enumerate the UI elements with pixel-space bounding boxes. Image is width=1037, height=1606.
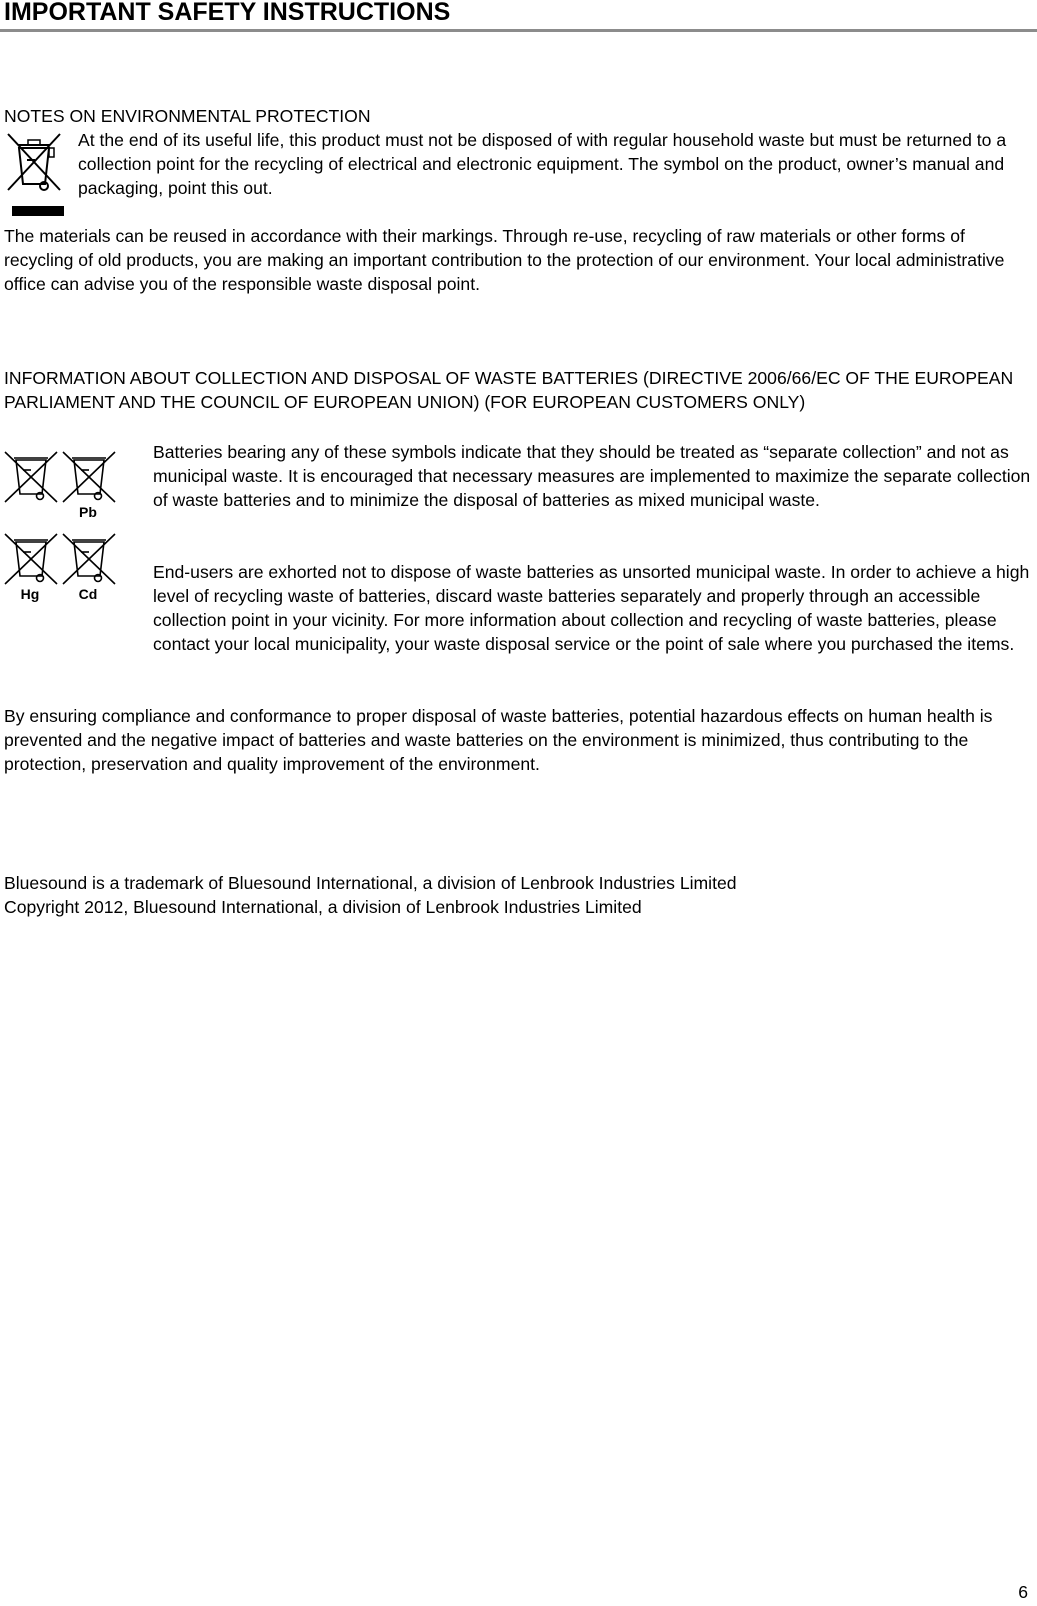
- page-header: [0, 0, 1037, 34]
- compliance-paragraph: By ensuring compliance and conformance to proper disposal of waste batteries, potential hazardous effects on human health is prevented and the negative impact of batteries and waste batteries on the environment is minimized, thus contributing to the protection, preservation and quality improvement of the environment.: [4, 706, 993, 774]
- battery-bin-pb-icon: [60, 450, 118, 506]
- batteries-heading: INFORMATION ABOUT COLLECTION AND DISPOSAL OF WASTE BATTERIES (DIRECTIVE 2006/66/EC OF THE EUROPEAN PARLIAMENT AND THE COUNCIL OF EUROPEAN UNION) (FOR EUROPEAN CUSTOMERS ONLY): [4, 368, 1014, 412]
- battery-bin-cd-icon: [60, 532, 118, 588]
- bin-label-hg: Hg: [20, 586, 40, 602]
- bin-label-cd: Cd: [78, 586, 98, 602]
- weee-paragraph: At the end of its useful life, this product must not be disposed of with regular household waste but must be returned to a collection point for the recycling of electrical and electronic equipment. The symbol on the product, owner’s manual and packaging, point this out.: [78, 130, 1007, 198]
- battery-symbols-paragraph: Batteries bearing any of these symbols indicate that they should be treated as “separate collection” and not as municipal waste. It is encouraged that necessary measures are implemented to maximize the separate collection of waste batteries and to minimize the disposal of batteries as mixed municipal waste.: [153, 442, 1031, 510]
- bin-label-pb: Pb: [79, 504, 97, 520]
- environmental-heading: NOTES ON ENVIRONMENTAL PROTECTION: [4, 106, 371, 126]
- end-users-paragraph: End-users are exhorted not to dispose of waste batteries as unsorted municipal waste. In order to achieve a high level of recycling waste of batteries, discard waste batteries separately and properly through an accessible collection point in your vicinity. For more information about collection and recycling of waste batteries, please contact your local municipality, your waste disposal service or the point of sale where you purchased the items.: [153, 562, 1030, 654]
- crossed-out-wheelie-bin-icon: [4, 128, 64, 223]
- battery-bin-hg-icon: [2, 532, 60, 588]
- copyright-line: Copyright 2012, Bluesound International, a division of Lenbrook Industries Limited: [4, 897, 642, 917]
- page-title: IMPORTANT SAFETY INSTRUCTIONS: [4, 0, 451, 26]
- page-number: 6: [1018, 1582, 1028, 1602]
- battery-bin-icon: [2, 450, 60, 506]
- trademark-line: Bluesound is a trademark of Bluesound International, a division of Lenbrook Industries Limited: [4, 873, 737, 893]
- materials-paragraph: The materials can be reused in accordance with their markings. Through re-use, recycling of raw materials or other forms of recycling of old products, you are making an important contribution to the protection of our environment. Your local administrative office can advise you of the responsible waste disposal point.: [4, 226, 1005, 294]
- header-divider: [0, 29, 1037, 32]
